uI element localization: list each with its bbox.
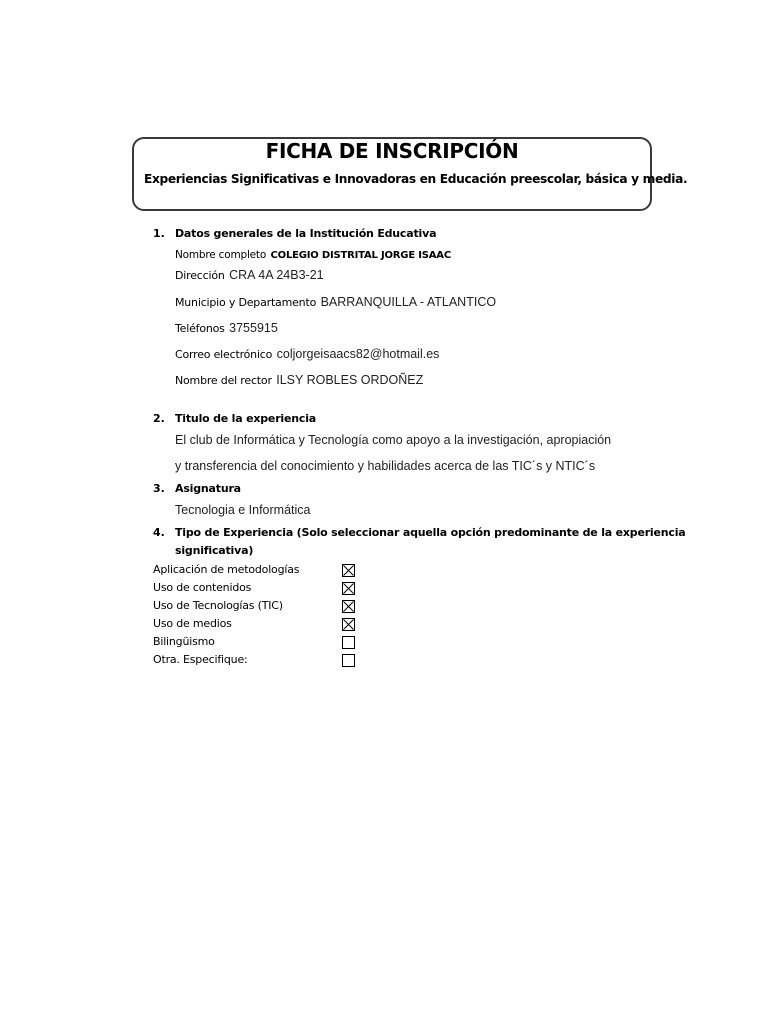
field-label: Municipio y Departamento <box>175 296 317 309</box>
field-value: COLEGIO DISTRITAL JORGE ISAAC <box>270 250 451 261</box>
experience-title-line-2: y transferencia del conocimiento y habilidades acerca de las TIC´s y NTIC´s <box>175 459 596 473</box>
header-box <box>132 137 688 211</box>
field-value: coljorgeisaacs82@hotmail.es <box>276 347 440 361</box>
field-label: Nombre completo <box>175 249 267 261</box>
section-4-heading-line-2: significativa) <box>175 544 254 557</box>
field-rector <box>175 371 423 389</box>
field-municipio <box>175 293 496 311</box>
subject-value: Tecnologia e Informática <box>175 503 311 517</box>
option-label: Uso de medios <box>153 617 232 630</box>
checkbox-x-icon <box>343 601 354 612</box>
field-label: Correo electrónico <box>175 348 273 361</box>
section-3-number: 3. <box>153 482 165 495</box>
option-checkbox[interactable] <box>342 582 355 595</box>
experience-title-line-1: El club de Informática y Tecnología como apoyo a la investigación, apropiación <box>175 433 612 447</box>
field-nombre-completo <box>175 245 451 263</box>
field-value: ILSY ROBLES ORDOÑEZ <box>276 373 424 387</box>
option-label: Aplicación de metodologías <box>153 563 300 576</box>
option-checkbox[interactable] <box>342 600 355 613</box>
section-2-heading: Titulo de la experiencia <box>175 412 316 425</box>
checkbox-x-icon <box>343 619 354 630</box>
field-value: 3755915 <box>229 321 278 335</box>
option-label: Bilingüismo <box>153 635 215 648</box>
field-value: CRA 4A 24B3-21 <box>229 268 324 282</box>
section-4-number: 4. <box>153 526 165 539</box>
section-4-heading-line-1: Tipo de Experiencia (Solo seleccionar aquella opción predominante de la experiencia <box>175 526 686 539</box>
option-checkbox[interactable] <box>342 654 355 667</box>
section-1-heading: Datos generales de la Institución Educativa <box>175 227 437 240</box>
field-telefonos <box>175 319 278 337</box>
section-2-number: 2. <box>153 412 165 425</box>
checkbox-x-icon <box>343 583 354 594</box>
option-label: Uso de contenidos <box>153 581 252 594</box>
field-label: Dirección <box>175 269 225 282</box>
form-title: FICHA DE INSCRIPCIÓN <box>265 139 519 163</box>
field-value: BARRANQUILLA - ATLANTICO <box>320 295 497 309</box>
option-label: Otra. Especifique: <box>153 653 248 666</box>
checkbox-x-icon <box>343 565 354 576</box>
option-label: Uso de Tecnologías (TIC) <box>153 599 283 612</box>
option-checkbox[interactable] <box>342 564 355 577</box>
option-checkbox[interactable] <box>342 618 355 631</box>
section-1-number: 1. <box>153 227 165 240</box>
field-label: Teléfonos <box>175 322 225 335</box>
field-correo <box>175 345 439 363</box>
field-direccion <box>175 266 324 284</box>
field-label: Nombre del rector <box>175 374 272 387</box>
form-subtitle: Experiencias Significativas e Innovadoras en Educación preescolar, básica y media. <box>144 172 688 186</box>
section-3-heading: Asignatura <box>175 482 241 495</box>
option-checkbox[interactable] <box>342 636 355 649</box>
